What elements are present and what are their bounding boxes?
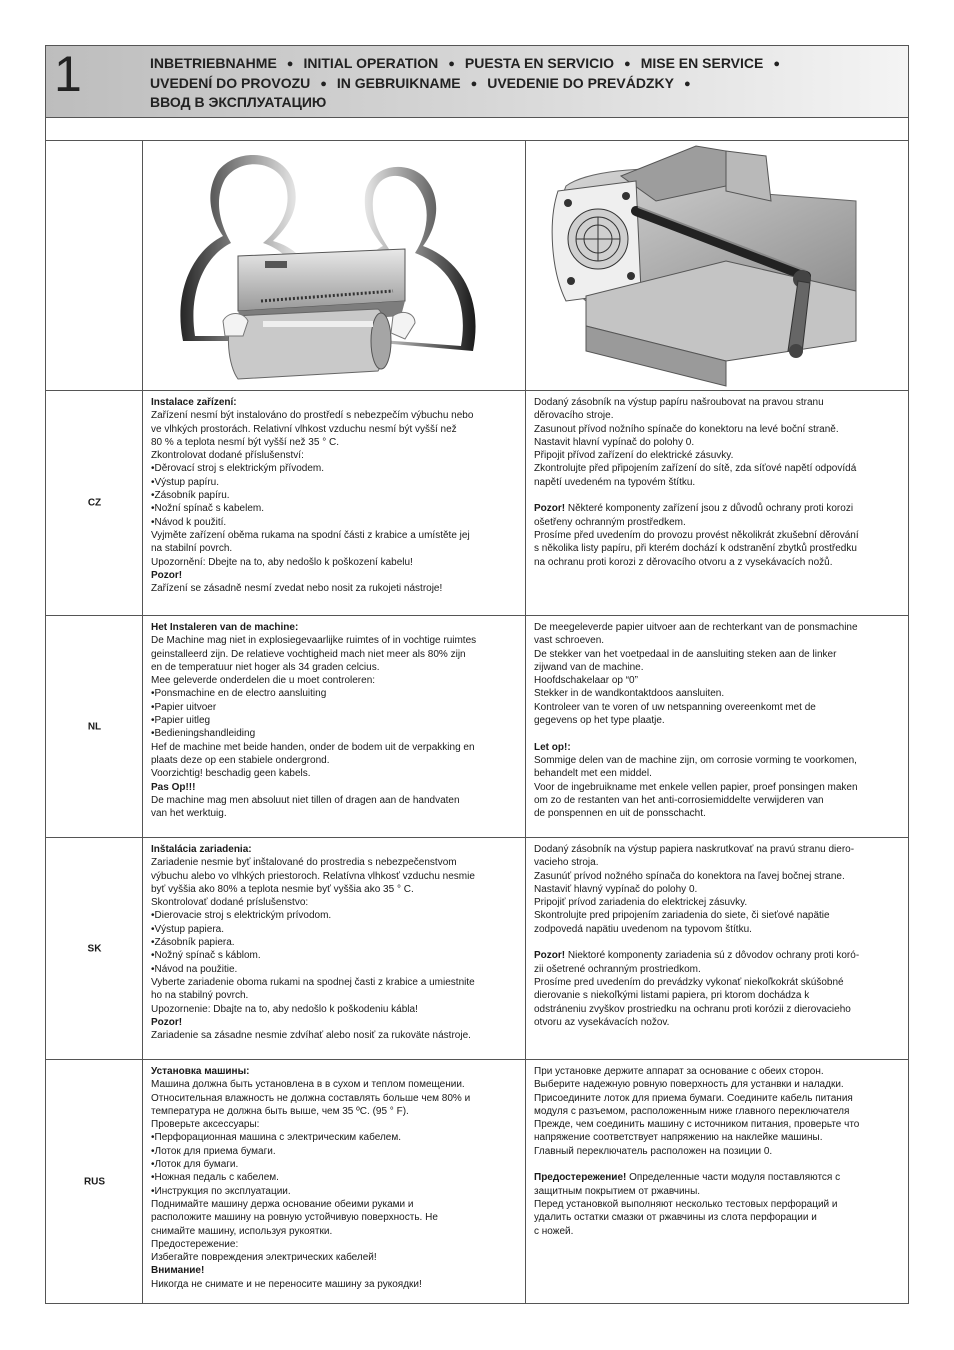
section-body: Машина должна быть установлена в в сухом и теплом помещении. Относительная влажность не должна составлять больше чем 80% и температура не должна быть выше, чем 35 ºC. (95 ° F). Проверьте аксессуары: •Перфорационная машина с электрическим кабелем. •Лоток для приема бумаги. •Лоток для бумаги. •Ножная педаль с кабелем. •Инструкция по эксплуатации. Поднимайте машину держа основание обеими руками и расположите машину на ровную устойчивую поверхность. Не снимайте машину, используя рукоятки. Предостережение: Избегайте повреждения электрических кабелей! xyxy=(151,1079,471,1264)
setup-text xyxy=(526,1060,908,1238)
section-title: Het Instaleren van de machine: xyxy=(151,622,299,633)
warning-body: Никогда не снимате и не переносите машину за рукоядки! xyxy=(151,1278,422,1290)
lang-row-cz xyxy=(46,391,908,616)
warning-title: Внимание! xyxy=(151,1265,205,1277)
heading-line-1: INBETRIEBNAHME ● INITIAL OPERATION ● PUESTA EN SERVICIO ● MISE EN SERVICE ● xyxy=(150,55,781,71)
left-image-cell xyxy=(143,141,526,390)
setup-body: При установке держите аппарат за основание с обеих сторон. Выберите надежную ровную поверхность для устанвки и наладки. Присоедините лоток для приема бумаги. Соедините кабель питания модуля с разъемом, расположенным ниже главного переключателя Прежде, чем соединить машину с источником питания, проверьте что напряжение соответствует напряжению на наклейке машины. Главный переключатель расположен на позиции 0. xyxy=(534,1066,860,1157)
installation-text xyxy=(143,391,525,595)
section-title: Установка машины: xyxy=(151,1066,250,1077)
setup-text xyxy=(526,391,908,569)
heading-line-3: ВВОД В ЭКСПЛУАТАЦИЮ xyxy=(150,94,327,110)
lang-row-sk xyxy=(46,838,908,1060)
setup-body: Dodaný zásobník na výstup papíru našroubovat na pravou stranu děrovacího stroje. Zasunout přívod nožního spínače do konektoru na levé boční straně. Nastavit hlavní vypínač do polohy 0. Připojit přívod zařízení do elektrické zásuvky. Zkontrolujte před připojením zařízení do sítě, zda síťové napětí odpovídá napětí uvedeném na typovém štítku. xyxy=(534,397,857,488)
section-body: Zařízení nesmí být instalováno do prostředí s nebezpečím výbuchu nebo ve vlhkých prostorách. Relativní vlhkost vzduchu nesmí být vyšší než 80 % a teplota nesmí být vyšší než 35 ° C. Zkontrolovat dodané příslušenství: •Děrovací stroj s elektrickým přívodem. •Výstup papíru. •Zásobník papíru. •Nožní spínač s kabelem. •Návod k použití. Vyjměte zařízení oběma rukama na spodní části z krabice a umístěte jej na stabilní povrch. Upozornění: Dbejte na to, aby nedošlo k poškození kabelu! xyxy=(151,410,474,568)
lang-code: NL xyxy=(87,721,102,732)
warning-title: Pas Op!!! xyxy=(151,781,196,793)
setup-text xyxy=(526,616,908,820)
two-people-lifting-machine-illustration xyxy=(143,141,525,390)
setup-body: Dodaný zásobník na výstup papiera naskrutkovať na pravú stranu diero- vacieho stroja. Zasunúť prívod nožného spínača do konektora na ľavej bočnej strane. Nastaviť hlavný vypínač do polohy 0. Pripojiť prívod zariadenia do elektrickej zásuvky. Skontrolujte pred pripojením zariadenia do siete, či sieťové napätie zodpovedá napätiu uvedenom na typovom štítku. xyxy=(534,844,855,935)
heading-line-2: UVEDENÍ DO PROVOZU ● IN GEBRUIKNAME ● UVEDENIE DO PREVÁDZKY ● xyxy=(150,74,691,91)
chapter-number: 1 xyxy=(54,46,82,102)
warning-title: Pozor! xyxy=(151,1016,183,1028)
paper-reservoir-mounting-illustration xyxy=(526,141,908,390)
warning-title: Pozor! xyxy=(534,950,566,962)
section-body: Zariadenie nesmie byť inštalované do prostredia s nebezpečenstvom výbuchu alebo vo vlhkých priestoroch. Relatívna vlhkosť vzduchu nesmie byť vyššia ako 80% a teplota nesmie byť vyššia ako 35 ° C. Skontrolovať dodané príslušenstvo: •Dierovacie stroj s elektrickým prívodom. •Výstup papiera. •Zásobník papiera. •Nožný spínač s káblom. •Návod na použitie. Vyberte zariadenie oboma rukami na spodnej časti z krabice a umiestnite ho na stabilný povrch. Upozornenie: Dbajte na to, aby nedošlo k poškodeniu kábla! xyxy=(151,857,475,1015)
installation-text xyxy=(143,616,525,820)
installation-text xyxy=(143,1060,525,1291)
section-header xyxy=(46,46,908,118)
spacer-row xyxy=(46,118,908,141)
warning-body: Některé komponenty zařízení jsou z důvodů ochrany proti korozi ošetřeny ochranným prostředkem. Prosíme před uvedením do provozu provést několikrát zkušební děrování s několika listy papíru, při kterém dochází k odstranění zbytků prostředku na ochranu proti korozi z děrovacího otvoru a z vysekávacích nožů. xyxy=(534,503,859,568)
warning-body: Определенные части модуля поставляются с защитным покрытием от ржавчины. Перед установкой выполняют несколько тестовых перфораций и удалить остатки смазки от ржавчины из слота перфорации и с ножей. xyxy=(534,1172,841,1237)
warning-title: Предостережение! xyxy=(534,1172,627,1184)
installation-text xyxy=(143,838,525,1042)
section-body: De Machine mag niet in explosiegevaarlijke ruimtes of in vochtige ruimtes geinstalleerd zijn. De relatieve vochtigheid mach niet meer als 80% zijn en de temperatuur niet hoger als 34 graden celcius. Mee geleverde onderdelen die u moet controleren: •Ponsmachine en de electro aansluiting •Papier uitvoer •Papier uitleg •Bedieningshandleiding Hef de machine met beide handen, onder de bodem uit de verpakking en plaats deze op een stabiele ondergrond. Voorzichtig! beschadig geen kabels. xyxy=(151,635,477,780)
warning-body: Sommige delen van de machine zijn, om corrosie vorming te voorkomen, behandelt met een middel. Voor de ingebruikname met enkele vellen papier, proef ponsingen maken om zo de restanten van het anti-corrosiemiddelte verwijderen van de ponspennen en uit de ponsschacht. xyxy=(534,754,858,820)
lang-code: SK xyxy=(87,943,102,954)
lang-row-rus xyxy=(46,1060,908,1304)
section-title: Inštalácia zariadenia: xyxy=(151,844,252,855)
warning-title: Pozor! xyxy=(534,503,566,515)
setup-text xyxy=(526,838,908,1029)
warning-body: Niektoré komponenty zariadenia sú z dôvodov ochrany proti koró- zii ošetrené ochranným prostriedkom. Prosíme pred uvedením do prevádzky vykonať niekoľkokrát skúšobné dierovanie s niekoľkými listami papiera, pri ktorom dochádza k odstráneniu zvyškov prostriedku na ochranu proti korózii z dierovacieho otvoru az vysekávacích nožov. xyxy=(534,950,860,1028)
lang-code: CZ xyxy=(87,497,102,509)
section-heading xyxy=(150,54,910,112)
warning-body: Zariadenie sa zásadne nesmie zdvíhať alebo nosiť za rukoväte nástroje. xyxy=(151,1030,471,1042)
image-row xyxy=(46,141,908,391)
warning-body: Zařízení se zásadně nesmí zvedat nebo nosit za rukojeti nástroje! xyxy=(151,583,443,595)
warning-body: De machine mag men absoluut niet tillen of dragen aan de handvaten van het werktuig. xyxy=(151,794,460,820)
right-image-cell xyxy=(526,141,908,390)
section-title: Instalace zařízení: xyxy=(151,397,237,408)
setup-body: De meegeleverde papier uitvoer aan de rechterkant van de ponsmachine vast schroeven. De stekker van het voetpedaal in de aansluiting steken aan de linker zijwand van de machine. Hoofdschakelaar op “0” Stekker in de wandkontaktdoos aansluiten. Kontroleer van te voren of uw netspanning overeenkomt met de gegevens op het type plaatje. xyxy=(534,622,858,727)
image-row-lang-cell xyxy=(46,141,143,390)
lang-row-nl xyxy=(46,616,908,838)
manual-page xyxy=(45,45,909,1304)
lang-code: RUS xyxy=(83,1176,106,1188)
warning-title: Let op!: xyxy=(534,741,571,753)
warning-title: Pozor! xyxy=(151,569,183,581)
